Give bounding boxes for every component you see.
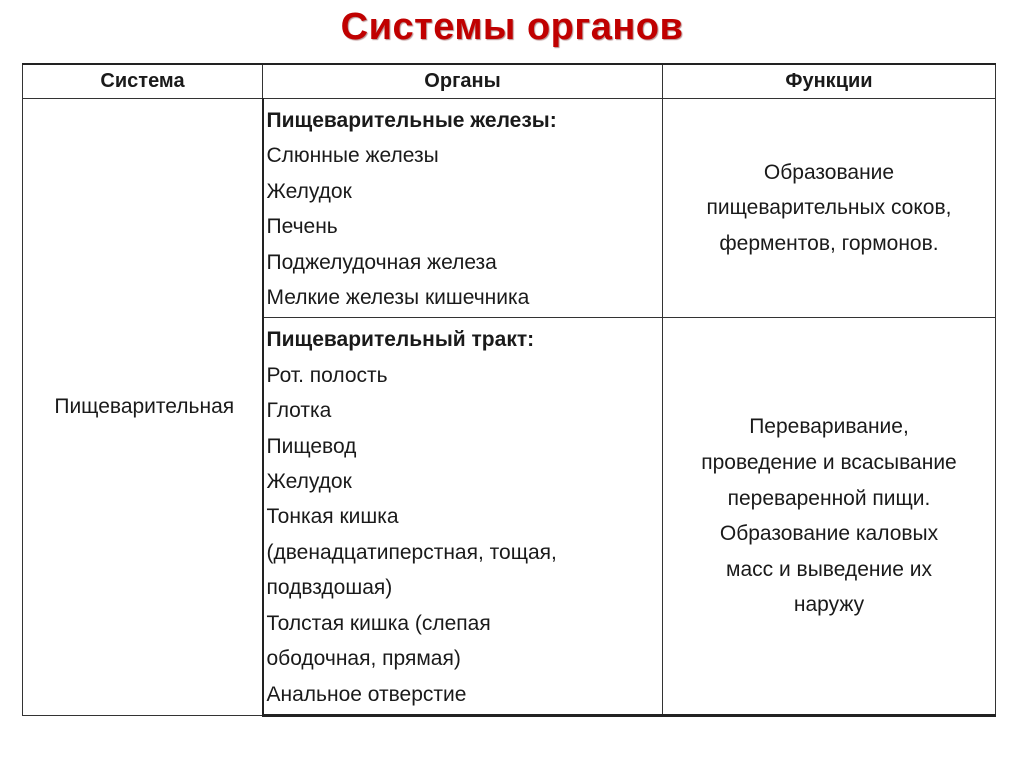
organ-item: Рот. полость <box>266 363 388 387</box>
header-organs: Органы <box>263 64 663 99</box>
function-line: ферментов, гормонов. <box>719 232 939 256</box>
function-line: масс и выведение их <box>726 557 932 581</box>
functions-cell-glands <box>663 99 996 318</box>
organ-item: Глотка <box>266 399 332 423</box>
organ-item: Желудок <box>266 179 352 203</box>
organ-group-heading: Пищеварительные железы: <box>266 109 557 132</box>
table-header-row <box>23 64 996 99</box>
organ-item: Печень <box>266 215 338 239</box>
header-system: Система <box>23 64 263 99</box>
organ-item: Пищевод <box>266 434 357 458</box>
table-row <box>23 99 996 318</box>
organ-item: Тонкая кишка <box>266 505 399 529</box>
function-line: проведение и всасывание <box>701 450 957 474</box>
organ-item: Толстая кишка (слепая <box>266 611 491 635</box>
function-line: пищеварительных соков, <box>706 196 952 220</box>
page-title: Системы органов <box>340 6 684 48</box>
organ-item: Слюнные железы <box>266 144 439 168</box>
organs-cell-tract <box>263 318 663 715</box>
function-line: Образование каловых <box>719 522 939 546</box>
organ-item: ободочная, прямая) <box>266 647 461 671</box>
functions-cell-tract <box>663 318 996 715</box>
header-functions: Функции <box>663 64 996 99</box>
organ-item: подвздошая) <box>266 576 393 600</box>
organs-cell-glands <box>263 99 663 318</box>
organ-group-heading: Пищеварительный тракт: <box>266 328 535 352</box>
function-line: наружу <box>793 593 865 617</box>
organ-item: Мелкие железы кишечника <box>266 286 530 310</box>
system-name-cell: Пищеварительная <box>23 99 263 716</box>
organ-item: (двенадцатиперстная, тощая, <box>266 540 557 564</box>
function-line: Образование <box>763 160 895 184</box>
function-line: переваренной пищи. <box>727 486 931 510</box>
organ-item: Поджелудочная железа <box>266 250 497 274</box>
organ-item: Желудок <box>266 470 352 494</box>
organ-systems-table <box>22 63 996 717</box>
organ-item: Анальное отверстие <box>266 682 467 706</box>
function-line: Переваривание, <box>749 415 909 439</box>
